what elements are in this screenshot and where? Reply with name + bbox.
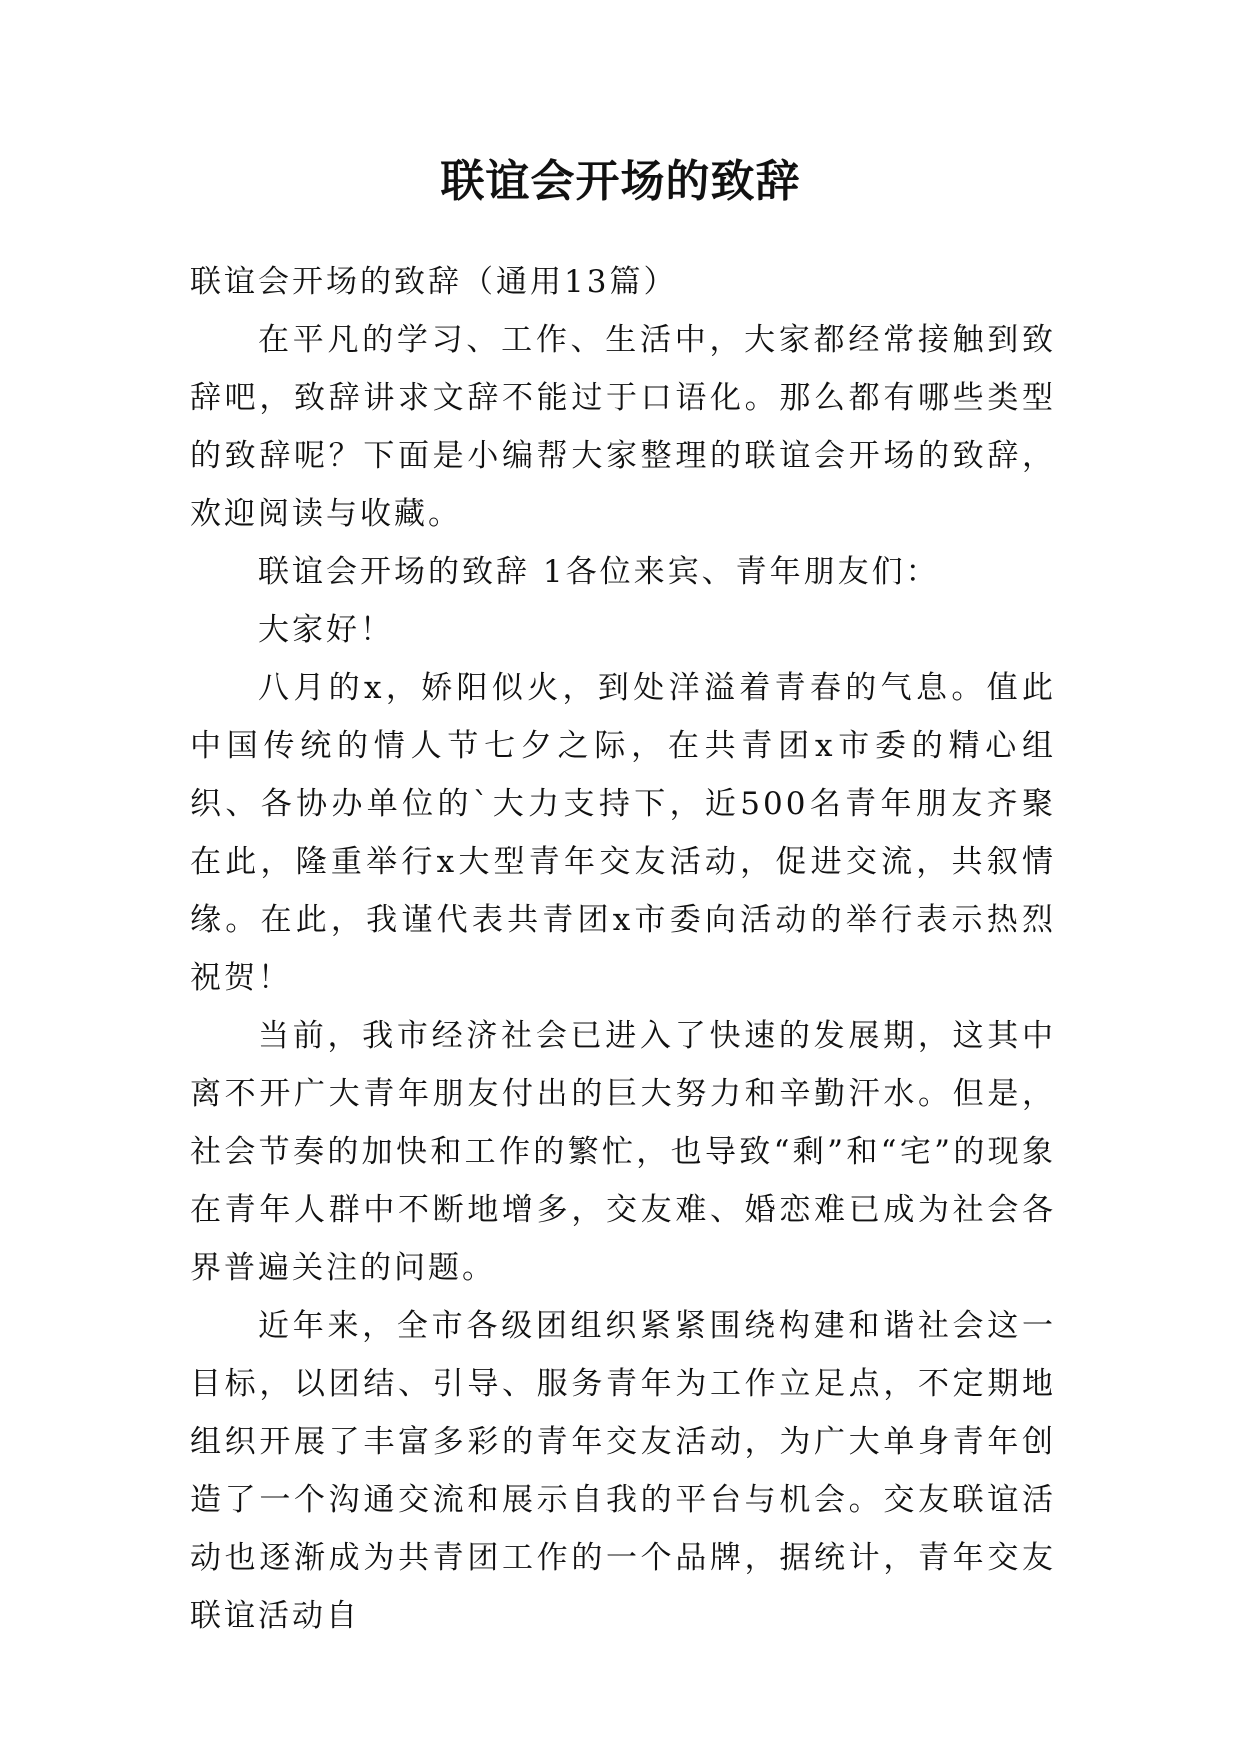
- document-title: 联谊会开场的致辞: [440, 156, 801, 207]
- paragraph-current: 当前，我市经济社会已进入了快速的发展期，这其中离不开广大青年朋友付出的巨大努力和辛勤汗水。但是，社会节奏的加快和工作的繁忙，也导致“剩”和“宅”的现象在青年人群中不断地增多，交友难、婚恋难已成为社会各界普遍关注的问题。: [190, 1018, 1056, 1286]
- paragraph-subtitle: 联谊会开场的致辞（通用13篇）: [190, 264, 678, 300]
- paragraph-intro: 在平凡的学习、工作、生活中，大家都经常接触到致辞吧，致辞讲求文辞不能过于口语化。那么都有哪些类型的致辞呢？下面是小编帮大家整理的联谊会开场的致辞，欢迎阅读与收藏。: [190, 322, 1056, 532]
- document-body: [190, 253, 1056, 1645]
- paragraph-recent-years: 近年来，全市各级团组织紧紧围绕构建和谐社会这一目标，以团结、引导、服务青年为工作立足点，不定期地组织开展了丰富多彩的青年交友活动，为广大单身青年创造了一个沟通交流和展示自我的平台与机会。交友联谊活动也逐渐成为共青团工作的一个品牌，据统计，青年交友联谊活动自: [190, 1308, 1056, 1634]
- paragraph-august: 八月的x，娇阳似火，到处洋溢着青春的气息。值此中国传统的情人节七夕之际，在共青团x市委的精心组织、各协办单位的`大力支持下，近500名青年朋友齐聚在此，隆重举行x大型青年交友活动，促进交流，共叙情缘。在此，我谨代表共青团x市委向活动的举行表示热烈祝贺！: [190, 670, 1056, 996]
- paragraph-speech-1-greeting: 联谊会开场的致辞 1各位来宾、青年朋友们：: [258, 554, 940, 590]
- paragraph-hello: 大家好！: [258, 612, 394, 648]
